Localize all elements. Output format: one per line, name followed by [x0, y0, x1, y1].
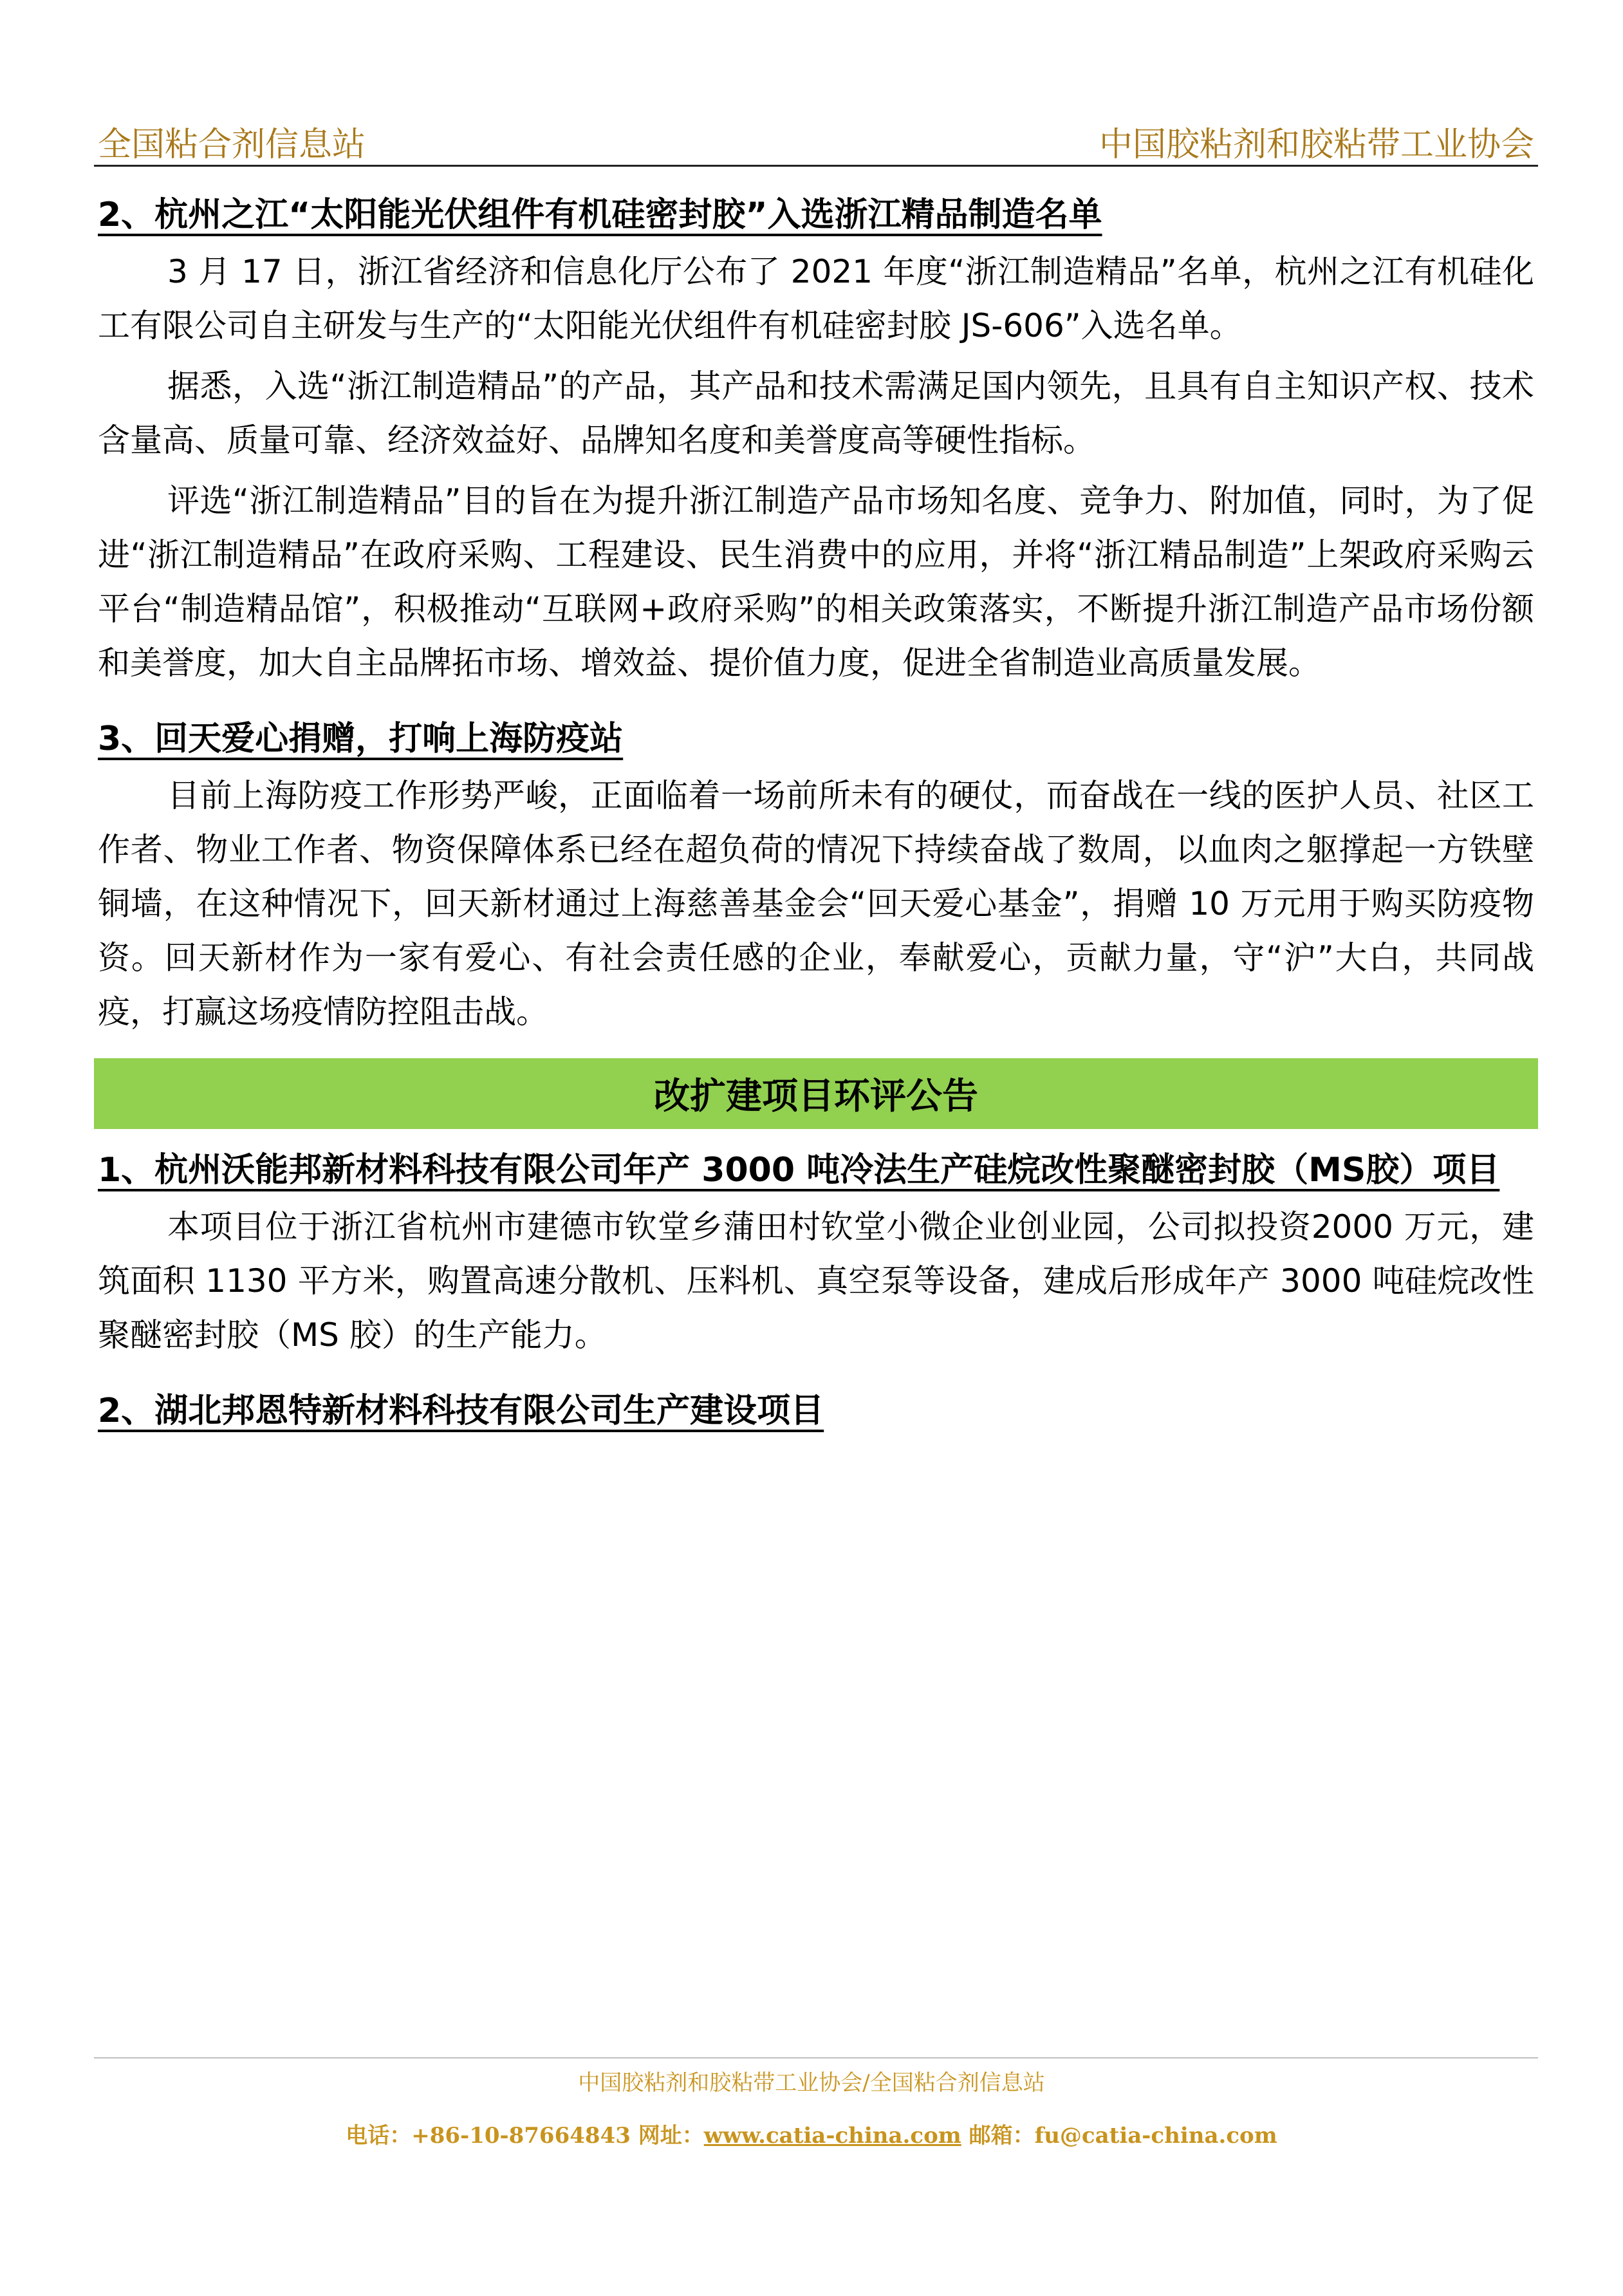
footer-divider: [94, 2057, 1538, 2058]
header-site-name: 全国粘合剂信息站: [98, 126, 366, 164]
news-paragraph: 目前上海防疫工作形势严峻，正面临着一场前所未有的硬仗，而奋战在一线的医护人员、社区工作者、物业工作者、物资保障体系已经在超负荷的情况下持续奋战了数周，以血肉之躯撑起一方铁壁铜墙，在这种情况下，回天新材通过上海慈善基金会“回天爱心基金”，捐赠 10 万元用于购买防疫物资。回天新材作为一家有爱心、有社会责任感的企业，奉献爱心，贡献力量，守“沪”大白，共同战疫，打赢这场疫情防控阻击战。: [98, 777, 1534, 1031]
news-heading: 3、回天爱心捐赠，打响上海防疫站: [98, 720, 624, 758]
project-heading: 1、杭州沃能邦新材料科技有限公司年产 3000 吨冷法生产硅烷改性聚醚密封胶（MS胶）项目: [98, 1151, 1500, 1190]
section-banner: 改扩建项目环评公告: [94, 1058, 1538, 1129]
news-item: [98, 712, 1534, 1039]
news-paragraph: 评选“浙江制造精品”目的旨在为提升浙江制造产品市场知名度、竞争力、附加值，同时，为了促进“浙江制造精品”在政府采购、工程建设、民生消费中的应用，并将“浙江精品制造”上架政府采购云平台“制造精品馆”，积极推动“互联网+政府采购”的相关政策落实，不断提升浙江制造产品市场份额和美誉度，加大自主品牌拓市场、增效益、提价值力度，促进全省制造业高质量发展。: [98, 482, 1534, 682]
project-item: [98, 1143, 1534, 1362]
phone-label: 电话：: [346, 2123, 412, 2149]
footer-contact: [0, 2118, 1623, 2149]
project-paragraph: 本项目位于浙江省杭州市建德市钦堂乡蒲田村钦堂小微企业创业园，公司拟投资2000 万元，建筑面积 1130 平方米，购置高速分散机、压料机、真空泵等设备，建成后形成年产 3000 吨硅烷改性聚醚密封胶（MS 胶）的生产能力。: [98, 1208, 1534, 1354]
header-association-name: 中国胶粘剂和胶粘带工业协会: [1099, 126, 1534, 164]
email-label: 邮箱：: [969, 2123, 1035, 2149]
page-header: [94, 111, 1538, 167]
project-item: [98, 1384, 1534, 1438]
news-heading: 2、杭州之江“太阳能光伏组件有机硅密封胶”入选浙江精品制造名单: [98, 196, 1102, 234]
project-heading: 2、湖北邦恩特新材料科技有限公司生产建设项目: [98, 1392, 824, 1430]
website-link[interactable]: www.catia-china.com: [703, 2123, 961, 2149]
website-label: 网址：: [638, 2123, 704, 2149]
page-content: [98, 188, 1534, 1438]
news-paragraph: 据悉，入选“浙江制造精品”的产品，其产品和技术需满足国内领先，且具有自主知识产权、技术含量高、质量可靠、经济效益好、品牌知名度和美誉度高等硬性指标。: [98, 368, 1534, 459]
phone-number: +86-10-87664843: [411, 2123, 631, 2149]
footer-organization: 中国胶粘剂和胶粘带工业协会/全国粘合剂信息站: [578, 2070, 1045, 2096]
news-paragraph: 3 月 17 日，浙江省经济和信息化厅公布了 2021 年度“浙江制造精品”名单，杭州之江有机硅化工有限公司自主研发与生产的“太阳能光伏组件有机硅密封胶 JS-606”入选名单。: [98, 253, 1534, 344]
email-address[interactable]: fu@catia-china.com: [1034, 2123, 1277, 2149]
news-item: [98, 188, 1534, 690]
